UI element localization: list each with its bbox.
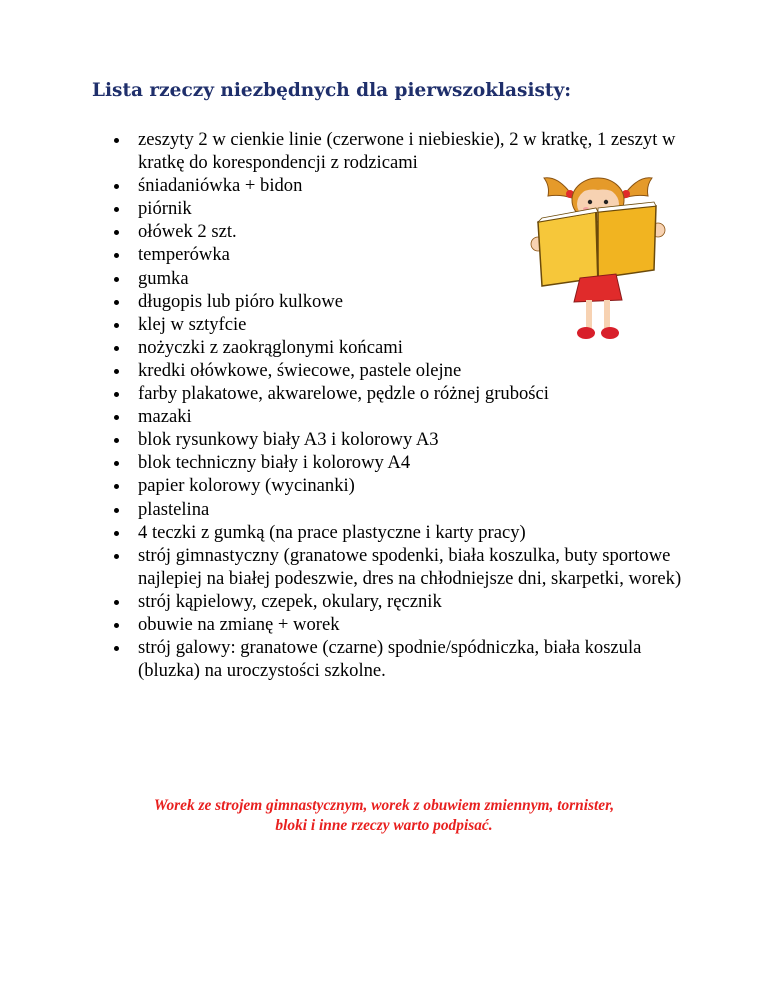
list-item-text: blok techniczny biały i kolorowy A4 — [138, 452, 411, 474]
bullet-icon — [114, 184, 119, 189]
list-item-text: śniadaniówka + bidon — [138, 175, 303, 197]
list-item-text: zeszyty 2 w cienkie linie (czerwone i niebieskie), 2 w kratkę, 1 zeszyt w kratkę do korespondencji z rodzicami — [138, 129, 676, 174]
reminder-note-line: bloki i inne rzeczy warto podpisać. — [275, 817, 493, 834]
list-item-text: kredki ołówkowe, świecowe, pastele olejne — [138, 359, 462, 381]
bullet-icon — [114, 207, 119, 212]
list-item-text: strój galowy: granatowe (czarne) spodnie/spódniczka, biała koszula (bluzka) na uroczystości szkolne. — [138, 637, 642, 682]
list-item-text: blok rysunkowy biały A3 i kolorowy A3 — [138, 429, 439, 451]
bullet-icon — [114, 484, 119, 489]
list-item-text: strój kąpielowy, czepek, okulary, ręcznik — [138, 590, 442, 612]
list-item-text: gumka — [138, 267, 189, 289]
bullet-icon — [114, 531, 119, 536]
bullet-icon — [114, 369, 119, 374]
bullet-icon — [114, 508, 119, 513]
list-item — [0, 428, 768, 451]
bullet-icon — [114, 461, 119, 466]
list-item-text: mazaki — [138, 406, 192, 428]
bullet-icon — [114, 646, 119, 651]
list-item-text: obuwie na zmianę + worek — [138, 613, 340, 635]
list-item — [0, 359, 768, 382]
list-item-text: papier kolorowy (wycinanki) — [138, 475, 355, 497]
bullet-icon — [114, 346, 119, 351]
list-item-text: piórnik — [138, 198, 192, 220]
list-item — [0, 636, 768, 682]
list-item — [0, 590, 768, 613]
list-item-text: klej w sztyfcie — [138, 313, 247, 335]
bullet-icon — [114, 277, 119, 282]
list-item — [0, 613, 768, 636]
girl-reading-book-illustration — [528, 170, 668, 345]
list-item — [0, 544, 768, 590]
list-item-text: 4 teczki z gumką (na prace plastyczne i karty pracy) — [138, 521, 526, 543]
bullet-icon — [114, 623, 119, 628]
list-item — [0, 521, 768, 544]
bullet-icon — [114, 438, 119, 443]
list-item — [0, 405, 768, 428]
list-item — [0, 128, 768, 174]
list-item-text: długopis lub pióro kulkowe — [138, 290, 344, 312]
bullet-icon — [114, 600, 119, 605]
list-item — [0, 498, 768, 521]
list-item — [0, 474, 768, 497]
bullet-icon — [114, 253, 119, 258]
list-item — [0, 451, 768, 474]
list-item-text: plastelina — [138, 498, 210, 520]
reminder-note-line: Worek ze strojem gimnastycznym, worek z obuwiem zmiennym, tornister, — [153, 797, 615, 814]
bullet-icon — [114, 138, 119, 143]
list-item — [0, 382, 768, 405]
list-item-text: ołówek 2 szt. — [138, 221, 237, 243]
list-item-text: strój gimnastyczny (granatowe spodenki, biała koszulka, buty sportowe najlepiej na białej podeszwie, dres na chłodniejsze dni, skarpetki, worek) — [138, 544, 682, 589]
bullet-icon — [114, 415, 119, 420]
bullet-icon — [114, 554, 119, 559]
bullet-icon — [114, 230, 119, 235]
list-item-text: farby plakatowe, akwarelowe, pędzle o różnej grubości — [138, 383, 549, 405]
book-icon — [538, 202, 656, 286]
bullet-icon — [114, 392, 119, 397]
list-item-text: temperówka — [138, 244, 230, 266]
reminder-note — [0, 796, 768, 836]
bullet-icon — [114, 300, 119, 305]
list-item-text: nożyczki z zaokrąglonymi końcami — [138, 336, 403, 358]
bullet-icon — [114, 323, 119, 328]
page-title: Lista rzeczy niezbędnych dla pierwszoklasisty: — [92, 80, 572, 101]
